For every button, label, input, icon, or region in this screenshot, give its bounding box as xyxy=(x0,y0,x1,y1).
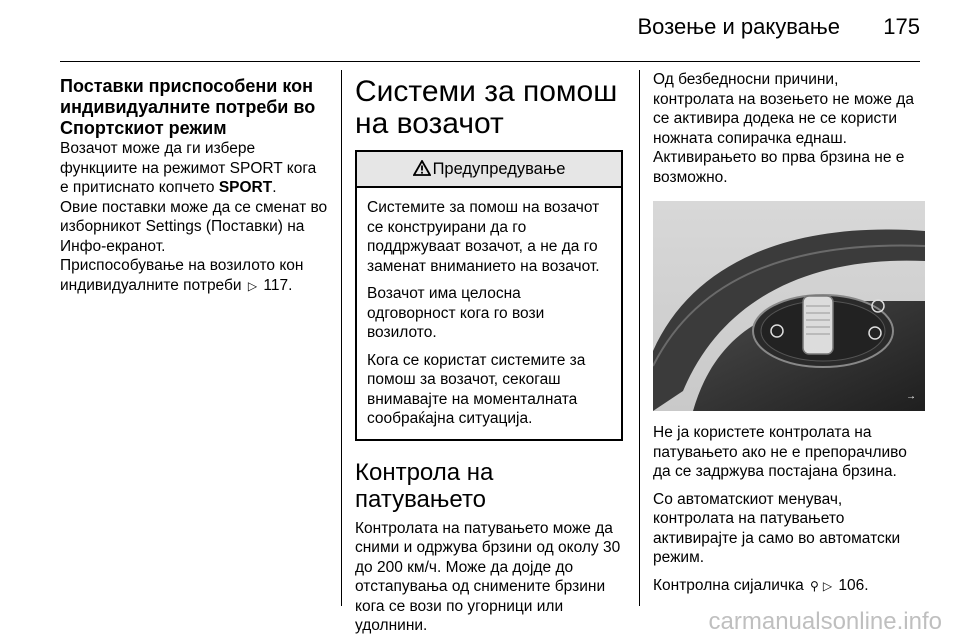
warning-title: Предупредување xyxy=(432,160,566,178)
column-1 xyxy=(60,70,328,296)
reference-arrow-icon: ▷ xyxy=(822,578,833,593)
sport-mode-p1-text: Возачот може да ги избере функциите на режимот SPORT кога е притиснато копчето xyxy=(60,140,317,196)
column-divider-2 xyxy=(639,70,640,606)
page-number: 175 xyxy=(883,14,920,39)
warning-triangle-icon xyxy=(413,160,431,176)
header-rule xyxy=(60,61,920,62)
cruise-control-paragraph: Контролата на патувањето може да сними и одржува брзини од околу 30 до 200 км/ч. Може да дојде до отстапувања од снимените брзини кога се вози по угорници или удолнини. xyxy=(355,519,621,634)
cruise-control-heading: Контрола на патувањето xyxy=(355,458,494,513)
warning-header xyxy=(357,152,621,188)
sport-mode-p1-end: . xyxy=(272,179,277,196)
not-recommended-paragraph: Не ја користете контролата на патувањето ако не е препорачливо да се задржува постајана брзина. xyxy=(653,424,907,480)
warning-paragraph-2: Возачот има целосна одговорност кога го вози возилото. xyxy=(367,285,545,341)
sport-mode-paragraph-2: Овие поставки може да се сменат во изборникот Settings (Поставки) на Инфо-екранот. xyxy=(60,198,328,255)
column-2 xyxy=(355,70,623,636)
cruise-control-icon: ⚲ xyxy=(810,578,819,593)
automatic-transmission-paragraph: Со автоматскиот менувач, контролата на патувањето активирајте ја само во автоматски режим. xyxy=(653,490,901,566)
page-reference-106[interactable]: 106. xyxy=(838,576,869,594)
control-lamp-paragraph xyxy=(653,576,923,597)
header-title: Возење и ракување xyxy=(637,14,840,39)
sport-mode-paragraph-3 xyxy=(60,256,328,296)
driver-assistance-heading: Системи за помош на возачот xyxy=(355,75,618,140)
warning-paragraph-1: Системите за помош на возачот се конструирани да го поддржуваат возачот, а не да го заменат вниманието на возачот. xyxy=(367,199,600,275)
sport-mode-heading: Поставки приспособени кон индивидуалните потреби во Спортскиот режим xyxy=(60,76,316,138)
column-divider-1 xyxy=(341,70,342,606)
warning-box xyxy=(355,150,623,441)
control-lamp-text: Контролна сијаличка xyxy=(653,576,809,594)
watermark: carmanualsonline.info xyxy=(708,608,942,635)
sport-mode-p3-text: Приспособување на возилото кон индивидуалните потреби xyxy=(60,257,304,294)
sport-mode-paragraph-1 xyxy=(60,139,328,198)
steering-wheel-controls-image xyxy=(653,201,925,411)
page-header xyxy=(60,14,920,48)
column-3 xyxy=(653,70,923,604)
reference-arrow-icon: ▷ xyxy=(247,278,258,293)
safety-paragraph: Од безбедносни причини, контролата на возењето не може да се активира додека не се користи ножната сопирачка еднаш. Активирањето во прва брзина не е возможно. xyxy=(653,71,914,186)
warning-body xyxy=(357,188,621,439)
page-reference-117[interactable]: 117. xyxy=(263,276,293,294)
sport-button-label: SPORT xyxy=(218,179,273,196)
set-button-label: SET/- xyxy=(812,345,830,352)
svg-text:→: → xyxy=(906,391,916,402)
warning-paragraph-3: Кога се користат системите за помош за возачот, секогаш внимавајте на моменталната сообраќајна ситуација. xyxy=(367,351,586,427)
